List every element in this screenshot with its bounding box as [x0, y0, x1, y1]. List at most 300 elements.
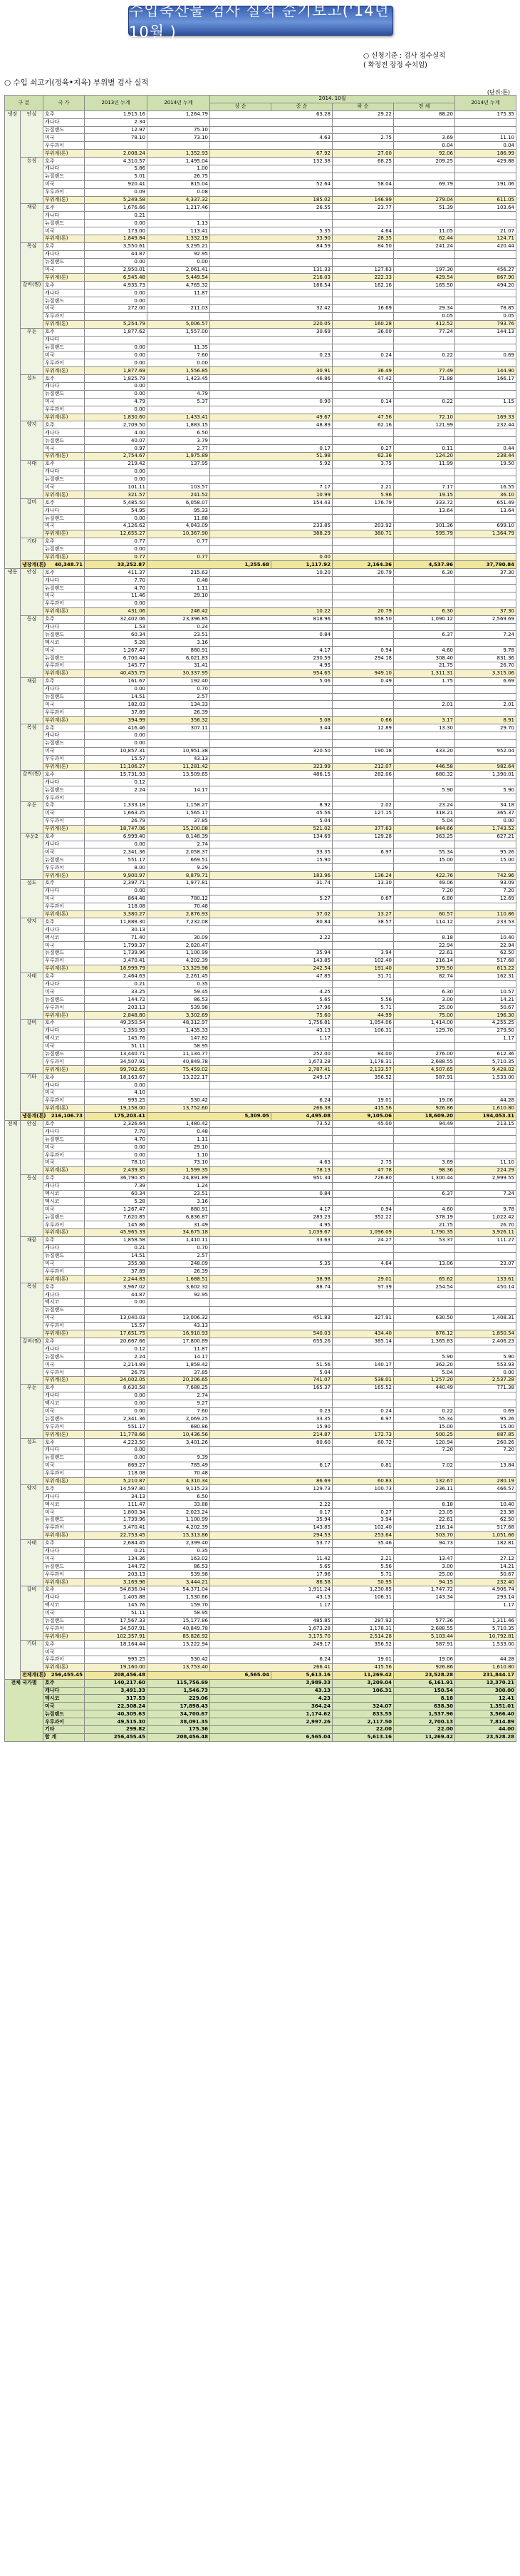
- value-cell: 0.22: [394, 351, 455, 359]
- value-cell: [394, 538, 455, 545]
- value-cell: [333, 1695, 394, 1703]
- value-cell: 51.39: [394, 204, 455, 212]
- part-label: 갈비(찜): [21, 771, 43, 802]
- value-cell: [210, 685, 333, 693]
- value-cell: 0.00: [85, 382, 147, 390]
- table-row: [5, 421, 516, 429]
- table-row: [5, 1454, 516, 1462]
- header-gubun: 구 분: [5, 96, 43, 111]
- value-cell: 466.57: [455, 1485, 516, 1493]
- value-cell: 780.12: [147, 895, 210, 903]
- country-cell: 멕시코: [43, 1601, 85, 1609]
- value-cell: 213.15: [455, 1120, 516, 1128]
- value-cell: 4,935.73: [85, 282, 147, 289]
- value-cell: 5.04: [210, 817, 333, 825]
- value-cell: 1,537.96: [394, 1710, 455, 1718]
- value-cell: 4.95: [210, 662, 333, 670]
- value-cell: [394, 212, 455, 220]
- value-cell: [333, 390, 394, 398]
- value-cell: 3,401.26: [147, 1439, 210, 1447]
- country-cell: 우루과이: [43, 1004, 85, 1012]
- country-cell: 우루과이: [43, 864, 85, 872]
- value-cell: 2,164.36: [333, 561, 394, 569]
- value-cell: 13,040.03: [85, 1314, 147, 1322]
- value-cell: 14.21: [455, 996, 516, 1004]
- table-row: [5, 662, 516, 670]
- value-cell: 5,710.35: [455, 1058, 516, 1066]
- value-cell: 294.53: [210, 1531, 333, 1539]
- country-cell: 부위계(톤): [43, 1531, 85, 1539]
- country-cell: 부위계(톤): [43, 530, 85, 538]
- country-cell: 호주: [43, 1338, 85, 1345]
- table-row: [5, 1283, 516, 1291]
- country-cell: 뉴질랜드: [43, 545, 85, 553]
- value-cell: 364.24: [210, 1703, 333, 1710]
- value-cell: 0.09: [85, 188, 147, 196]
- country-cell: 캐나다: [43, 732, 85, 740]
- value-cell: [147, 794, 210, 802]
- table-row: [5, 476, 516, 483]
- header-2014b: 2014년 누계: [455, 96, 516, 111]
- value-cell: [394, 118, 455, 126]
- value-cell: 9.39: [147, 1454, 210, 1462]
- country-cell: 뉴질랜드: [43, 344, 85, 351]
- value-cell: 7.17: [394, 483, 455, 491]
- value-cell: 51.56: [210, 1361, 333, 1369]
- value-cell: 55.34: [394, 848, 455, 856]
- value-cell: 10,367.90: [147, 530, 210, 538]
- country-cell: 미국: [43, 266, 85, 274]
- value-cell: 144.13: [455, 328, 516, 336]
- value-cell: [210, 1151, 333, 1159]
- value-cell: 446.58: [394, 763, 455, 771]
- value-cell: [333, 258, 394, 266]
- value-cell: 37.89: [85, 709, 147, 717]
- value-cell: 15.00: [455, 1423, 516, 1431]
- table-row: [5, 1136, 516, 1144]
- table-row: [5, 1082, 516, 1089]
- country-cell: 캐나다: [43, 926, 85, 934]
- part-label: 설도: [21, 879, 43, 918]
- value-cell: 813.22: [455, 965, 516, 973]
- value-cell: 4,202.39: [147, 1524, 210, 1531]
- value-cell: [394, 1454, 455, 1462]
- value-cell: 75.60: [210, 1012, 333, 1020]
- value-cell: 1,255.68: [147, 561, 271, 569]
- country-cell: 호주: [43, 204, 85, 212]
- value-cell: 3,566.40: [455, 1710, 516, 1718]
- value-cell: 121.99: [394, 421, 455, 429]
- value-cell: [455, 623, 516, 631]
- value-cell: [394, 173, 455, 180]
- value-cell: [210, 1244, 333, 1252]
- value-cell: 741.07: [210, 1376, 333, 1384]
- value-cell: 124.71: [455, 235, 516, 243]
- value-cell: 1,267.47: [85, 647, 147, 655]
- country-cell: 미국: [43, 988, 85, 996]
- country-cell: 뉴질랜드: [43, 515, 85, 523]
- value-cell: 2.57: [147, 1252, 210, 1260]
- value-cell: 6.37: [394, 1190, 455, 1198]
- value-cell: 272.00: [85, 305, 147, 313]
- value-cell: 5.96: [333, 491, 394, 499]
- country-cell: 캐나다: [43, 1244, 85, 1252]
- table-row: [5, 468, 516, 476]
- value-cell: 75.00: [394, 1012, 455, 1020]
- value-cell: [455, 1345, 516, 1353]
- value-cell: 287.92: [333, 1617, 394, 1625]
- table-row: [5, 437, 516, 445]
- table-row: [5, 375, 516, 383]
- value-cell: 486.15: [210, 771, 333, 779]
- country-cell: 미국: [43, 1206, 85, 1213]
- country-cell: 캐나다: [43, 336, 85, 344]
- country-cell: 부위계(톤): [43, 1663, 85, 1671]
- value-cell: 3.79: [147, 437, 210, 445]
- value-cell: [210, 786, 333, 794]
- value-cell: 6.30: [394, 569, 455, 577]
- value-cell: 1.17: [210, 1035, 333, 1042]
- value-cell: 203.13: [85, 1571, 147, 1579]
- value-cell: 1,743.52: [455, 825, 516, 833]
- country-cell: 캐나다: [43, 1027, 85, 1035]
- value-cell: 411.37: [85, 569, 147, 577]
- country-cell: 미국: [43, 445, 85, 453]
- country-cell: 뉴질랜드: [43, 390, 85, 398]
- country-cell: 호주: [43, 802, 85, 810]
- value-cell: [455, 600, 516, 607]
- country-cell: 미국: [43, 1648, 85, 1656]
- table-row: [5, 150, 516, 158]
- value-cell: 37.85: [147, 1369, 210, 1377]
- value-cell: [210, 1082, 333, 1089]
- value-cell: 742.96: [455, 872, 516, 880]
- table-row: [5, 879, 516, 887]
- table-row: [5, 1104, 516, 1112]
- value-cell: 19.01: [333, 1656, 394, 1664]
- value-cell: [210, 538, 333, 545]
- country-cell: 뉴질랜드: [43, 437, 85, 445]
- value-cell: [210, 1454, 333, 1462]
- value-cell: [333, 336, 394, 344]
- value-cell: 2.21: [333, 1555, 394, 1563]
- country-cell: 뉴질랜드: [43, 585, 85, 592]
- value-cell: 5.65: [210, 1563, 333, 1571]
- value-cell: 2.75: [333, 134, 394, 142]
- value-cell: 5,485.50: [85, 499, 147, 507]
- value-cell: 1,799.37: [85, 942, 147, 950]
- table-row: [5, 693, 516, 701]
- value-cell: [333, 1322, 394, 1330]
- value-cell: 1,217.46: [147, 204, 210, 212]
- value-cell: 8.00: [85, 864, 147, 872]
- value-cell: [394, 903, 455, 910]
- value-cell: 44.99: [333, 1012, 394, 1020]
- value-cell: 73.52: [210, 1120, 333, 1128]
- value-cell: 15,200.08: [147, 825, 210, 833]
- value-cell: 2.57: [147, 693, 210, 701]
- value-cell: [333, 1268, 394, 1276]
- value-cell: [394, 468, 455, 476]
- value-cell: 118.08: [85, 903, 147, 910]
- value-cell: [333, 118, 394, 126]
- country-cell: 우루과이: [43, 1151, 85, 1159]
- value-cell: [210, 585, 333, 592]
- value-cell: 50.67: [455, 1571, 516, 1579]
- value-cell: 29.10: [147, 1144, 210, 1151]
- value-cell: 4.95: [210, 1221, 333, 1229]
- value-cell: 175.36: [147, 1726, 210, 1734]
- value-cell: 450.14: [455, 1283, 516, 1291]
- country-cell: 부위계(톤): [43, 414, 85, 421]
- part-label: 설도: [21, 375, 43, 421]
- value-cell: 327.91: [333, 1314, 394, 1322]
- value-cell: 4,337.32: [147, 196, 210, 204]
- value-cell: 7.70: [85, 1128, 147, 1136]
- value-cell: [394, 336, 455, 344]
- value-cell: 13.64: [455, 507, 516, 515]
- value-cell: 238.44: [455, 452, 516, 460]
- value-cell: 88.74: [210, 1283, 333, 1291]
- country-cell: 미국: [43, 1361, 85, 1369]
- value-cell: 23,528.28: [394, 1671, 455, 1679]
- value-cell: [333, 585, 394, 592]
- value-cell: 4,223.50: [85, 1439, 147, 1447]
- value-cell: 5,613.16: [333, 1733, 394, 1741]
- value-cell: 2,214.89: [85, 1361, 147, 1369]
- value-cell: [455, 1089, 516, 1097]
- value-cell: [85, 142, 147, 150]
- value-cell: 4,126.62: [85, 522, 147, 530]
- table-row: [5, 282, 516, 289]
- value-cell: 7,814.89: [455, 1718, 516, 1726]
- value-cell: 37.89: [85, 1268, 147, 1276]
- value-cell: 6,161.91: [394, 1679, 455, 1687]
- value-cell: 35.94: [210, 949, 333, 957]
- note-2: ( 확정전 잠정 수치임): [363, 61, 427, 69]
- value-cell: 103.64: [455, 204, 516, 212]
- value-cell: 21.75: [394, 662, 455, 670]
- value-cell: 0.21: [85, 1244, 147, 1252]
- value-cell: [210, 468, 333, 476]
- country-cell: 캐나다: [43, 382, 85, 390]
- value-cell: [210, 1446, 333, 1454]
- value-cell: 415.56: [333, 1104, 394, 1112]
- value-cell: 3,380.27: [85, 910, 147, 918]
- value-cell: [333, 1190, 394, 1198]
- value-cell: [333, 382, 394, 390]
- group-label: 냉장: [5, 111, 21, 569]
- table-row: [5, 1384, 516, 1392]
- table-row: [5, 1594, 516, 1601]
- value-cell: 3,470.41: [85, 957, 147, 965]
- value-cell: [85, 1306, 147, 1314]
- country-cell: 호주: [43, 1120, 85, 1128]
- value-cell: 10,792.81: [455, 1633, 516, 1641]
- table-row: [5, 600, 516, 607]
- value-cell: 0.77: [85, 538, 147, 545]
- part-label: 우둔2: [21, 833, 43, 879]
- value-cell: 844.66: [394, 825, 455, 833]
- value-cell: 4.64: [333, 227, 394, 235]
- country-cell: 뉴질랜드: [43, 786, 85, 794]
- value-cell: 13.06: [394, 1260, 455, 1268]
- value-cell: 4.70: [85, 585, 147, 592]
- part-label: 우둔: [21, 328, 43, 374]
- value-cell: 73.10: [147, 134, 210, 142]
- value-cell: 1,174.62: [210, 1710, 333, 1718]
- country-cell: 부위계(톤): [43, 1066, 85, 1074]
- part-label: 채끝: [21, 1236, 43, 1283]
- value-cell: 70.48: [147, 903, 210, 910]
- table-row: [5, 344, 516, 351]
- value-cell: 11,888.30: [85, 918, 147, 926]
- value-cell: 818.96: [210, 615, 333, 623]
- value-cell: 669.51: [147, 856, 210, 864]
- value-cell: 815.04: [147, 180, 210, 188]
- table-row: [5, 817, 516, 825]
- part-label: 등심: [21, 615, 43, 677]
- country-cell: 캐나다: [43, 887, 85, 895]
- value-cell: [333, 1035, 394, 1042]
- value-cell: [333, 817, 394, 825]
- value-cell: [394, 437, 455, 445]
- value-cell: 307.11: [147, 724, 210, 732]
- value-cell: 136.24: [333, 872, 394, 880]
- value-cell: 197.30: [394, 266, 455, 274]
- value-cell: 0.23: [210, 351, 333, 359]
- country-cell: 뉴질랜드: [43, 996, 85, 1004]
- value-cell: [394, 980, 455, 988]
- country-cell: 뉴질랜드: [43, 949, 85, 957]
- value-cell: 12.89: [333, 724, 394, 732]
- value-cell: 324.07: [333, 1703, 394, 1710]
- table-row: [5, 406, 516, 414]
- country-cell: 미국: [43, 647, 85, 655]
- part-label: 목심: [21, 724, 43, 771]
- country-cell: 미국: [43, 747, 85, 755]
- value-cell: 7.24: [455, 631, 516, 639]
- value-cell: 5.90: [394, 786, 455, 794]
- value-cell: 131.33: [210, 266, 333, 274]
- value-cell: [394, 1182, 455, 1190]
- part-label: 안심: [21, 111, 43, 157]
- value-cell: [394, 1345, 455, 1353]
- value-cell: 133.61: [455, 1276, 516, 1283]
- value-cell: [394, 1609, 455, 1617]
- value-cell: 256,455.45: [43, 1671, 85, 1679]
- value-cell: 2,058.37: [147, 848, 210, 856]
- country-cell: 미국: [43, 1260, 85, 1268]
- value-cell: [455, 709, 516, 717]
- value-cell: 2,341.36: [85, 848, 147, 856]
- value-cell: [455, 359, 516, 367]
- table-row: [5, 1663, 516, 1671]
- value-cell: 0.00: [85, 841, 147, 848]
- country-cell: 전체계(톤): [21, 1671, 43, 1679]
- table-row: [5, 1268, 516, 1276]
- value-cell: 279.04: [394, 196, 455, 204]
- value-cell: 191.40: [333, 965, 394, 973]
- value-cell: 7,232.08: [147, 918, 210, 926]
- table-row: [5, 126, 516, 134]
- value-cell: [333, 220, 394, 227]
- part-label: 안심: [21, 1120, 43, 1174]
- value-cell: 37.02: [210, 910, 333, 918]
- value-cell: 5,710.35: [455, 1625, 516, 1633]
- group-label: 전체: [5, 1120, 21, 1679]
- value-cell: 5.37: [147, 398, 210, 406]
- value-cell: 6.24: [210, 1097, 333, 1104]
- value-cell: 0.00: [85, 1082, 147, 1089]
- value-cell: [455, 693, 516, 701]
- value-cell: 232.44: [455, 421, 516, 429]
- value-cell: 5,210.87: [85, 1477, 147, 1485]
- value-cell: 0.00: [85, 258, 147, 266]
- value-cell: 379.50: [394, 965, 455, 973]
- value-cell: [333, 1291, 394, 1299]
- value-cell: 876.12: [394, 1330, 455, 1338]
- value-cell: 82.74: [394, 973, 455, 980]
- value-cell: [147, 468, 210, 476]
- table-row: [5, 351, 516, 359]
- table-row: [5, 452, 516, 460]
- value-cell: [333, 507, 394, 515]
- table-row: [5, 1710, 516, 1718]
- value-cell: 45.00: [333, 1120, 394, 1128]
- value-cell: 190.18: [333, 747, 394, 755]
- value-cell: 2.02: [333, 802, 394, 810]
- value-cell: [333, 545, 394, 553]
- table-row: [5, 445, 516, 453]
- value-cell: 2.77: [147, 445, 210, 453]
- country-cell: 기타: [43, 1726, 85, 1734]
- value-cell: [455, 1042, 516, 1050]
- value-cell: 6,700.44: [85, 655, 147, 662]
- value-cell: 77.24: [394, 328, 455, 336]
- value-cell: 2,261.45: [147, 973, 210, 980]
- value-cell: 2,688.55: [394, 1058, 455, 1066]
- value-cell: 13.84: [455, 1462, 516, 1469]
- value-cell: 0.00: [85, 297, 147, 305]
- value-cell: [394, 1306, 455, 1314]
- value-cell: 1,830.60: [85, 414, 147, 421]
- table-row: [5, 507, 516, 515]
- country-cell: 호주: [43, 282, 85, 289]
- part-label: 목심: [21, 1283, 43, 1338]
- value-cell: 321.57: [85, 491, 147, 499]
- country-cell: 캐나다: [43, 623, 85, 631]
- table-row: [5, 1369, 516, 1377]
- value-cell: 88.20: [394, 111, 455, 118]
- value-cell: [394, 1089, 455, 1097]
- value-cell: 833.55: [333, 1710, 394, 1718]
- value-cell: 1,158.27: [147, 802, 210, 810]
- value-cell: [333, 755, 394, 763]
- value-cell: 5.27: [210, 895, 333, 903]
- country-cell: 부위계(톤): [43, 1104, 85, 1112]
- value-cell: 236.11: [394, 1485, 455, 1493]
- country-cell: 부위계(톤): [43, 1633, 85, 1641]
- value-cell: 33.25: [85, 988, 147, 996]
- value-cell: 2,008.24: [85, 150, 147, 158]
- value-cell: 5.08: [210, 717, 333, 724]
- country-cell: 뉴질랜드: [43, 1050, 85, 1058]
- value-cell: 1,565.17: [147, 809, 210, 817]
- value-cell: 21.75: [394, 1221, 455, 1229]
- value-cell: 627.21: [455, 833, 516, 841]
- value-cell: 365.37: [455, 809, 516, 817]
